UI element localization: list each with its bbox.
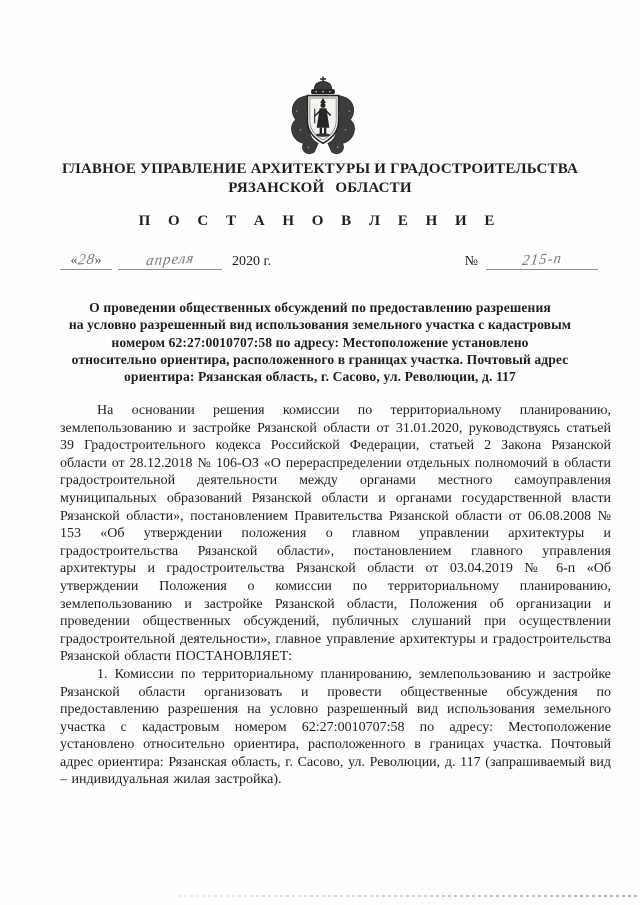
- number-field: [465, 252, 598, 270]
- title-line: О проведении общественных обсуждений по предоставлению разрешения: [89, 300, 551, 315]
- title-line: на условно разрешенный вид использования земельного участка с кадастровым: [68, 317, 572, 333]
- date-day-slot: [60, 252, 112, 270]
- document-body: [60, 402, 611, 789]
- close-quote: »: [94, 253, 102, 268]
- number-sign: №: [464, 254, 478, 269]
- printed-year: 2020 г.: [232, 254, 272, 269]
- handwritten-day: 28: [76, 251, 96, 269]
- title-line: ориентира: Рязанская область, г. Сасово, ул. Революции, д. 117: [124, 369, 516, 385]
- org-name-line1: ГЛАВНОЕ УПРАВЛЕНИЕ АРХИТЕКТУРЫ И ГРАДОСТРОИТЕЛЬСТВА: [62, 161, 578, 177]
- handwritten-month: апреля: [144, 250, 196, 270]
- org-header: [30, 160, 610, 198]
- scan-edge-artifact: [178, 895, 640, 897]
- document-title: [45, 299, 595, 385]
- body-paragraph-item1: 1. Комиссии по территориальному планированию, землепользованию и застройке Рязанской области организовать и провести общественные обсуждения по предоставлению разрешения на условно разрешенный вид использования земельного участка с кадастровым номером 62:27:0010707:58 по адресу: Местоположение установлено относительно ориентира, расположенного в границах участка. Почтовый адрес ориентира: Рязанская область, г. Сасово, ул. Революции, д. 117 (запрашиваемый вид – индивидуальная жилая застройка).: [60, 666, 611, 788]
- coat-of-arms-ryazan-oblast-icon: [284, 76, 362, 160]
- body-paragraph-preamble: На основании решения комиссии по территориальному планированию, землепользованию и застройке Рязанской области от 31.01.2020, руководствуясь статьей 39 Градостроительного кодекса Российской Федерации, статьей 2 Закона Рязанской области от 28.12.2018 № 106-ОЗ «О перераспределении отдельных полномочий в области градостроительной деятельности между органами местного самоуправления муниципальных образований Рязанской области и органами государственной власти Рязанской области», постановлением Правительства Рязанской области от 06.08.2008 № 153 «Об утверждении положения о главном управлении архитектуры и градостроительства Рязанской области», постановлением главного управления архитектуры и градостроительства Рязанской области от 03.04.2019 № 6-п «Об утверждении Положения о комиссии по территориальному планированию, землепользованию и застройке Рязанской области, Положения об организации и проведении общественных обсуждений, публичных слушаний при осуществлении градостроительной деятельности», главное управление архитектуры и градостроительства Рязанской области ПОСТАНОВЛЯЕТ:: [60, 403, 611, 665]
- org-name-line2: РЯЗАНСКОЙ ОБЛАСТИ: [228, 180, 412, 196]
- title-line: относительно ориентира, расположенного в границах участка. Почтовый адрес: [71, 351, 569, 367]
- open-quote: «: [70, 253, 78, 268]
- date-field: [60, 252, 271, 270]
- title-line: номером 62:27:0010707:58 по адресу: Местоположение установлено: [111, 334, 529, 350]
- handwritten-number: 215-п: [521, 250, 564, 270]
- date-month-slot: [118, 252, 222, 270]
- document-type-title: П О С Т А Н О В Л Е Н И Е: [138, 213, 502, 229]
- number-slot: [486, 252, 598, 270]
- date-number-row: [60, 252, 598, 286]
